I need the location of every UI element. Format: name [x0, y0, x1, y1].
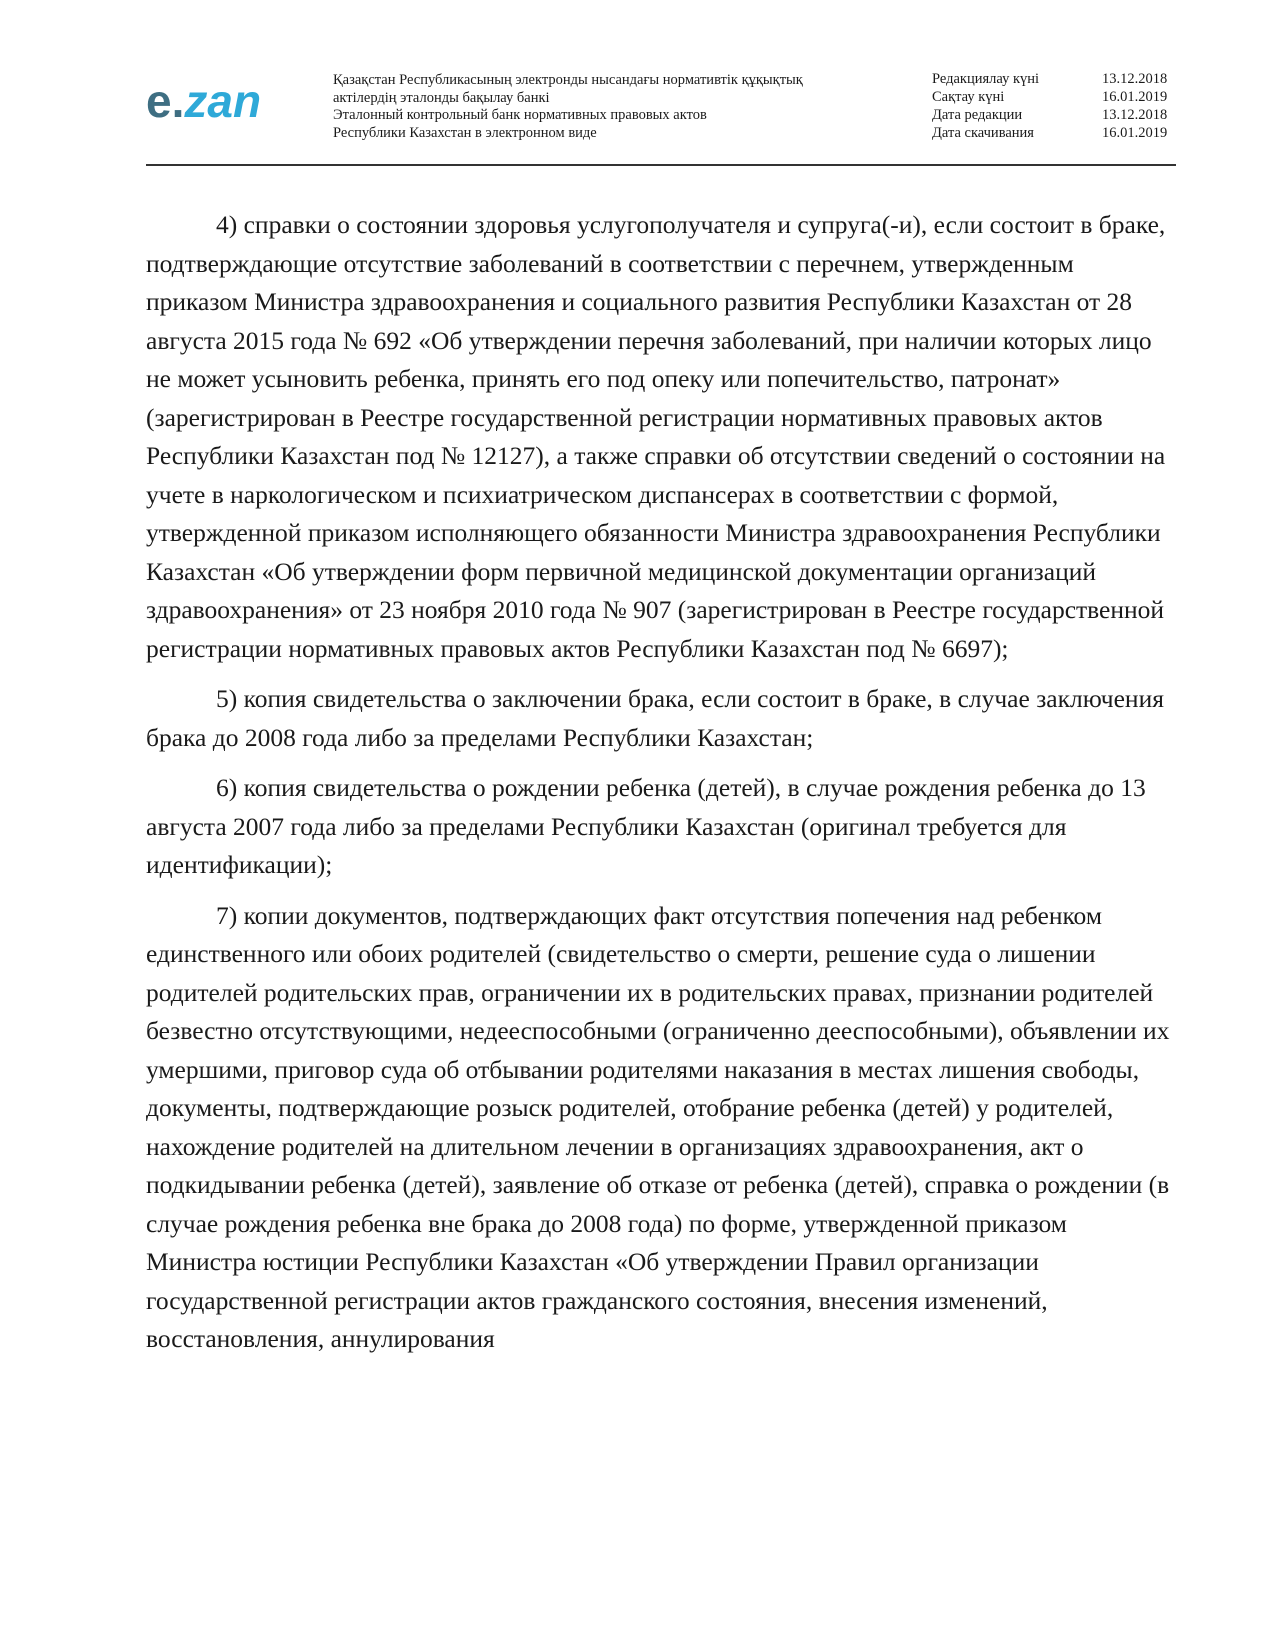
header-divider — [146, 164, 1176, 166]
logo-dot: . — [171, 75, 185, 127]
document-header — [146, 66, 1176, 164]
source-line: актілердің эталонды бақылау банкі — [333, 89, 550, 106]
meta-label: Редакциялау күні — [932, 71, 1040, 87]
meta-row — [932, 124, 1182, 142]
meta-label: Дата скачивания — [932, 125, 1034, 141]
document-dates — [932, 70, 1182, 142]
meta-value: 13.12.2018 — [1102, 107, 1168, 123]
paragraph-item-6: 6) копия свидетельства о рождении ребенка (детей), в случае рождения ребенка до 13 августа 2007 года либо за пределами Республики Казахстан (оригинал требуется для идентификации); — [146, 773, 1146, 879]
meta-value: 13.12.2018 — [1102, 71, 1168, 87]
meta-row — [932, 70, 1182, 88]
source-line: Республики Казахстан в электронном виде — [333, 124, 597, 141]
meta-row — [932, 88, 1182, 106]
meta-value: 16.01.2019 — [1102, 89, 1168, 105]
source-description — [333, 72, 893, 142]
meta-value: 16.01.2019 — [1102, 125, 1168, 141]
meta-row — [932, 106, 1182, 124]
logo-letter-e: e — [146, 75, 172, 127]
logo-word-zan: zan — [184, 75, 262, 127]
meta-label: Сақтау күні — [932, 89, 1005, 105]
source-line: Эталонный контрольный банк нормативных правовых актов — [333, 107, 707, 124]
paragraph-item-7: 7) копии документов, подтверждающих факт отсутствия попечения над ребенком единственного или обоих родителей (свидетельство о смерти, решение суда о лишении родителей родительских прав, ограничении их в родительских правах, признании родителей безвестно отсутствующими, недееспособными (ограниченно дееспособными), объявлении их умершими, приговор суда об отбывании родителями наказания в местах лишения свободы, документы, подтверждающие розыск родителей, отобрание ребенка (детей) у родителей, нахождение родителей на длительном лечении в организациях здравоохранения, акт о подкидывании ребенка (детей), заявление об отказе от ребенка (детей), справка о рождении (в случае рождения ребенка вне брака до 2008 года) по форме, утвержденной приказом Министра юстиции Республики Казахстан «Об утверждении Правил организации государственной регистрации актов гражданского состояния, внесения изменений, восстановления, аннулирования — [146, 900, 1170, 1353]
source-line: Қазақстан Республикасының электронды нысандағы нормативтік құқықтық — [333, 72, 803, 88]
document-body — [146, 206, 1176, 1371]
ezan-logo — [146, 75, 262, 127]
paragraph-item-4: 4) справки о состоянии здоровья услугополучателя и супруга(-и), если состоит в браке, подтверждающие отсутствие заболеваний в соответствии с перечнем, утвержденным приказом Министра здравоохранения и социального развития Республики Казахстан от 28 августа 2015 года № 692 «Об утверждении перечня заболеваний, при наличии которых лицо не может усыновить ребенка, принять его под опеку или попечительство, патронат» (зарегистрирован в Реестре государственной регистрации нормативных правовых актов Республики Казахстан под № 12127), а также справки об отсутствии сведений о состоянии на учете в наркологическом и психиатрическом диспансерах в соответствии с формой, утвержденной приказом исполняющего обязанности Министра здравоохранения Республики Казахстан «Об утверждении форм первичной медицинской документации организаций здравоохранения» от 23 ноября 2010 года № 907 (зарегистрирован в Реестре государственной регистрации нормативных правовых актов Республики Казахстан под № 6697); — [146, 210, 1166, 663]
meta-label: Дата редакции — [932, 107, 1023, 123]
paragraph-item-5: 5) копия свидетельства о заключении брака, если состоит в браке, в случае заключения брака до 2008 года либо за пределами Республики Казахстан; — [146, 684, 1164, 752]
